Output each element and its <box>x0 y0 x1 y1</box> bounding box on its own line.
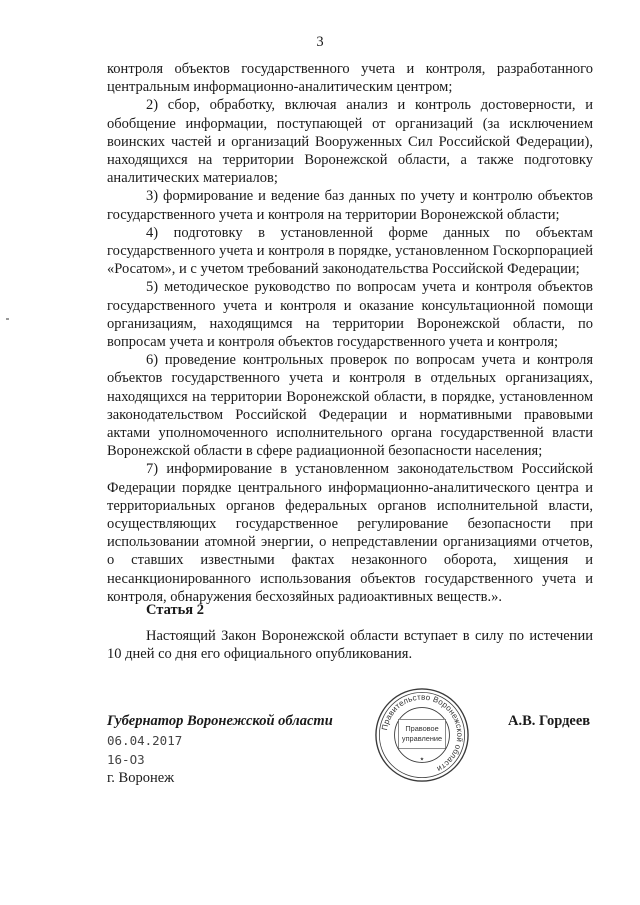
paragraph-item-3: 3) формирование и ведение баз данных по учету и контролю объектов государственного учета и контроля на территории Воронежской области; <box>107 188 593 223</box>
margin-mark <box>6 318 9 320</box>
article-text: Настоящий Закон Воронежской области вступает в силу по истечении 10 дней со дня его официального опубликования. <box>107 628 593 663</box>
signing-date: 06.04.2017 <box>107 733 183 748</box>
paragraph-item-6: 6) проведение контрольных проверок по вопросам учета и контроля объектов государственного учета и контроля в отдельных организациях, находящихся на территории Воронежской области, в порядке, установленном законодательством Российской Федерации и нормативными правовыми актами уполномоченного исполнительного органа государственной власти Воронежской области в сфере радиационной безопасности населения; <box>107 352 593 460</box>
paragraph-item-5: 5) методическое руководство по вопросам учета и контроля объектов государственного учета и контроля и оказание консультационной помощи организациям, находящимся на территории Воронежской области, по вопросам учета и контроля объектов государственного учета и контроля; <box>107 279 593 351</box>
stamp-ring-text: Правительство Воронежской области <box>380 692 465 774</box>
paragraph-item-2: 2) сбор, обработку, включая анализ и контроль достоверности, и обобщение информации, поступающей от организаций (за исключением воинских частей и организаций Вооруженных Сил Российской Федерации), находящихся на территории Воронежской области, а также подготовку аналитических материалов; <box>107 97 593 187</box>
official-stamp-icon <box>373 686 471 784</box>
stamp-center-line-1: Правовое <box>405 724 439 734</box>
law-number: 16-ОЗ <box>107 752 145 767</box>
law-text-body <box>107 60 593 606</box>
paragraph-item-4: 4) подготовку в установленной форме данных по объектам государственного учета и контроля в порядке, установленном Госкорпорацией «Росатом», и с учетом требований законодательства Российской Федерации; <box>107 224 593 278</box>
paragraph-continuation: контроля объектов государственного учета и контроля, разработанного центральным информационно-аналитическим центром; <box>107 61 593 96</box>
signer-title: Губернатор Воронежской области <box>107 713 333 729</box>
signing-city: г. Воронеж <box>107 770 175 786</box>
stamp-center-line-2: управление <box>401 733 443 743</box>
svg-text:★: ★ <box>419 756 425 763</box>
page-number: 3 <box>316 34 324 50</box>
paragraph-item-7: 7) информирование в установленном законодательством Российской Федерации порядке центрального информационно-аналитического центра и территориальных органов федеральных органов исполнительной власти, осуществляющих государственное регулирование безопасности при использовании атомной энергии, о непредставлении организациями отчетов, о ставших известными фактах незаконного оборота, хищения и несанкционированного использования объектов государственного учета и контроля, обнаружения бесхозяйных радиоактивных веществ.». <box>107 461 593 605</box>
article-heading: Статья 2 <box>146 602 204 618</box>
signer-name: А.В. Гордеев <box>508 713 591 729</box>
